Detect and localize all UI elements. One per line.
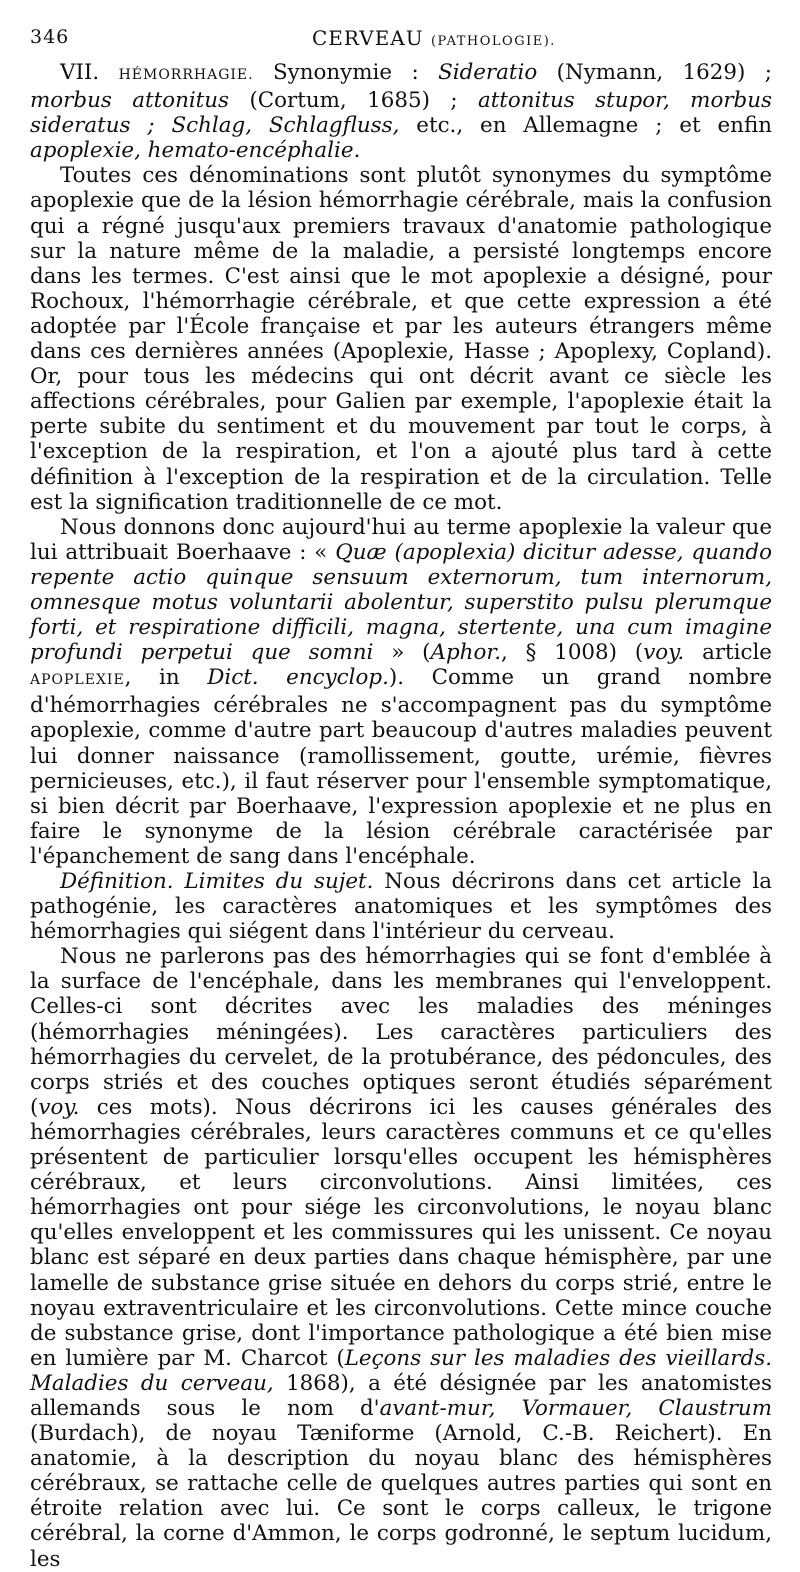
paragraph-hemorrhagie-synonymie xyxy=(30,60,772,163)
body-text xyxy=(30,60,772,1572)
citation-italic: Leçons sur les maladies des vieillards. Maladies du cerveau, xyxy=(30,1345,772,1396)
text-run: » ( xyxy=(373,640,431,666)
italic-term: Sideratio xyxy=(438,60,538,85)
italic-term: avant-mur, Vormauer, Claustrum xyxy=(379,1395,772,1421)
running-title-subtitle: (PATHOLOGIE). xyxy=(430,34,556,49)
running-head xyxy=(30,20,772,60)
section-heading: HÉMORRHAGIE. xyxy=(118,67,254,83)
text-run: , in xyxy=(124,665,208,691)
running-title-main: CERVEAU xyxy=(312,26,424,50)
text-run: Synonymie : xyxy=(253,60,439,85)
text-run: Nous donnons donc aujourd'hui au terme apoplexie la valeur que lui attribuait Boerhaave : « xyxy=(30,514,772,565)
text-run: etc., en Allemagne ; et enfin xyxy=(399,113,772,139)
paragraph-denominations: Toutes ces dénominations sont plutôt synonymes du symptôme apoplexie que de la lésion hémorrhagie cérébrale, mais la confusion qui a régné jusqu'aux premiers travaux d'anatomie pathologique sur la nature même de la maladie, a persisté longtemps encore dans les termes. C'est ainsi que le mot apoplexie a désigné, pour Rochoux, l'hémorrhagie cérébrale, et que cette expression a été adoptée par l'École française et par les auteurs étrangers même dans ces dernières années (Apoplexie, Hasse ; Apoplexy, Copland). Or, pour tous les médecins qui ont décrit avant ce siècle les affections cérébrales, pour Galien par exemple, l'apoplexie était la perte subite du sentiment et du mouvement par tout le corps, à l'exception de la respiration, et l'on a ajouté plus tard à cette définition à l'exception de la respiration et de la circulation. Telle est la signification traditionnelle de ce mot. xyxy=(30,163,772,515)
running-title xyxy=(312,26,556,50)
text-run: , § 1008) ( xyxy=(501,640,644,666)
text-run: (Cortum, 1685) ; xyxy=(229,88,478,114)
citation-italic: Dict. encyclop. xyxy=(207,665,389,691)
section-number: VII. xyxy=(60,60,119,85)
text-run: ces mots). Nous décrirons ici les causes générales des hémorrhagies cérébrales, leurs caractères communs et ce qu'elles présentent de particulier lorsqu'elles occupent les hémisphères cérébraux, et leurs circonvolutions. Ainsi limitées, ces hémorrhagies ont pour siége les circonvolutions, le noyau blanc qu'elles enveloppent et les commissures qui les unissent. Ce noyau blanc est séparé en deux parties dans chaque hémisphère, par une lamelle de substance grise située en dehors du corps strié, entre le noyau extraventriculaire et les circonvolutions. Cette mince couche de substance grise, dont l'importance pathologique a été bien mise en lumière par M. Charcot ( xyxy=(30,1094,772,1371)
citation-italic: Aphor. xyxy=(430,640,502,666)
text-run: article xyxy=(684,640,772,666)
text-run: Nous décrirons dans cet article la pathogénie, les caractères anatomiques et les symptômes des hémorrhagies qui siégent dans l'intérieur du cerveau. xyxy=(30,869,772,945)
text-run: (Nymann, 1629) ; xyxy=(537,60,772,85)
subsection-heading: Définition. Limites du sujet. xyxy=(60,869,374,894)
italic-term: attonitus stupor, morbus sideratus ; Schlag, Schlagfluss, xyxy=(30,88,772,139)
text-run: Nous ne parlerons pas des hémorrhagies qui se font d'emblée à la surface de l'encéphale, dans les membranes qui l'enveloppent. Celles-ci sont décrites avec les maladies des méninges (hémorrhagies méningées). Les caractères particuliers des hémorrhagies du cervelet, de la protubérance, des pédoncules, des corps striés et des couches optiques seront étudiés séparément ( xyxy=(30,944,772,1120)
text-run: 1868), a été désignée par les anatomistes allemands sous le nom d' xyxy=(30,1370,772,1421)
text-run: ). Comme un grand nombre d'hémorrhagies cérébrales ne s'accompagnent pas du symptôme apoplexie, comme d'autre part beaucoup d'autres maladies peuvent lui donner naissance (ramollissement, goutte, urémie, fièvres pernicieuses, etc.), il faut réserver pour l'ensemble symptomatique, si bien décrit par Boerhaave, l'expression apoplexie et ne plus en faire le synonyme de la lésion cérébrale caractérisée par l'épanchement de sang dans l'encéphale. xyxy=(30,665,772,869)
text-run: (Burdach), de noyau Tæniforme (Arnold, C.-B. Reichert). En anatomie, à la description du noyau blanc des hémisphères cérébraux, se rattache celle de quelques autres parties qui sont en étroite relation avec lui. Ce sont le corps calleux, le trigone cérébral, la corne d'Ammon, le corps godronné, le septum lucidum, les xyxy=(30,1421,772,1572)
italic-term: apoplexie, hemato-encéphalie. xyxy=(30,138,361,164)
citation-italic: voy. xyxy=(38,1094,80,1120)
paragraph-definition xyxy=(30,869,772,944)
paragraph-limites xyxy=(30,944,772,1571)
citation-italic: voy. xyxy=(643,640,685,666)
italic-term: morbus attonitus xyxy=(30,88,230,114)
page-number: 346 xyxy=(30,26,70,48)
paragraph-boerhaave xyxy=(30,515,772,869)
latin-quotation: Quæ (apoplexia) dicitur adesse, quando repente actio quinque sensuum externorum, tum internorum, omnesque motus voluntarii abolentur, superstito pulsu plerumque forti, et respiratione difficili, magna, stertente, una cum imagine profundi perpetui que somni xyxy=(30,539,772,666)
cross-reference: APOPLEXIE xyxy=(30,672,125,689)
